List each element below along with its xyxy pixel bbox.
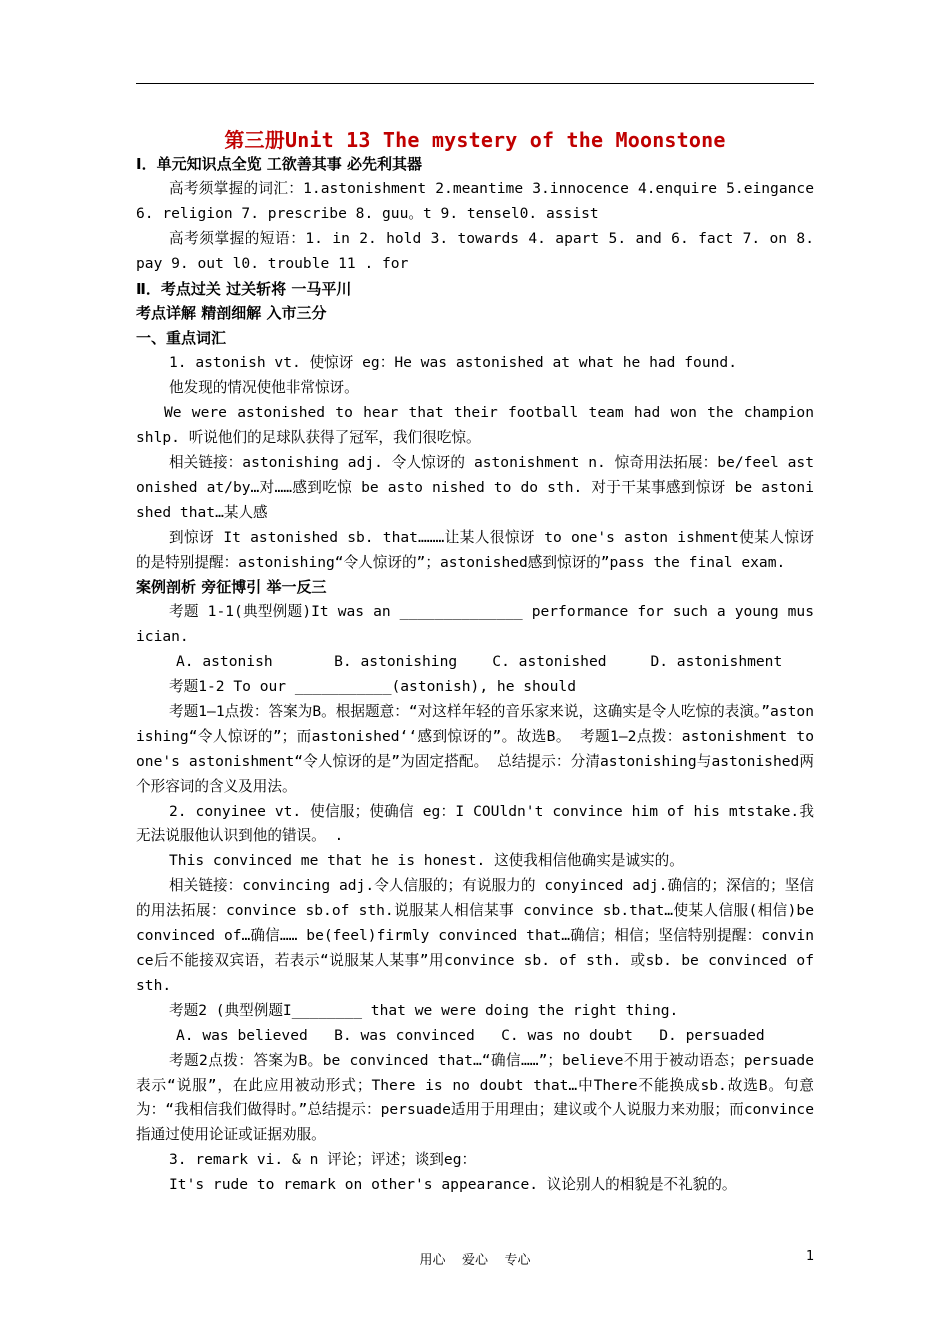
paragraph: It's rude to remark on other's appearance. 议论别人的相貌是不礼貌的。 (169, 1176, 737, 1194)
page-footer: 用心 爱心 专心 (419, 1253, 531, 1268)
paragraph: 高考须掌握的词汇：1.astonishment 2.meantime 3.innocence 4.enquire 5.eingance 6. religion 7. prescribe 8. guu。t 9. tensel0. assist (136, 179, 814, 222)
paragraph: 到惊讶 It astonished sb. that………让某人很惊讶 to one's aston ishment使某人惊讶的是特别提醒：astonishing“令人惊讶的”；astonished感到惊讶的”pass the final exam. (136, 528, 814, 571)
paragraph: 他发现的情况使他非常惊讶。 (169, 379, 359, 397)
answer-options: A. astonish B. astonishing C. astonished D. astonishment (176, 653, 783, 671)
paragraph: 高考须掌握的短语：1. in 2. hold 3. towards 4. apart 5. and 6. fact 7. on 8. pay 9. out l0. trouble 11 . for (136, 229, 814, 272)
paragraph: We were astonished to hear that their football team had won the champion shlp. 听说他们的足球队获得了冠军，我们很吃惊。 (136, 404, 814, 446)
section-heading: 考点详解 精剖细解 入市三分 (136, 304, 327, 323)
paragraph: 相关链接：astonishing adj. 令人惊讶的 astonishment n. 惊奇用法拓展：be/feel astonished at/by…对……感到吃惊 be asto nished to do sth. 对于干某事感到惊讶 be astonished that…某人感 (136, 453, 814, 521)
page-title: 第三册Unit 13 The mystery of the Moonstone (224, 128, 726, 152)
paragraph: 相关链接：convincing adj.令人信服的；有说服力的 conyinced adj.确信的；深信的；坚信的用法拓展：convince sb.of sth.说服某人相信某事 convince sb.that…使某人信服(相信)be convinced of…确信…… be(feel)firmly convinced that…确信；相信；坚信特别提醒：convince后不能接双宾语，若表示“说服某人某事”用convince sb. of sth. 或sb. be convinced of sth. (136, 877, 814, 994)
paragraph: This convinced me that he is honest. 这使我相信他确实是诚实的。 (169, 852, 684, 870)
page-number: 1 (806, 1249, 815, 1264)
section-heading: I．单元知识点全览 工欲善其事 必先利其器 (136, 155, 423, 173)
section-heading: Ⅱ．考点过关 过关斩将 一马平川 (136, 279, 352, 298)
question: 考题2 (典型例题I________ that we were doing the right thing. (169, 1001, 679, 1019)
paragraph: 3. remark vi. & n 评论；评述；谈到eg： (169, 1151, 477, 1169)
paragraph: 1. astonish vt. 使惊讶 eg：He was astonished at what he had found. (169, 354, 737, 372)
header-rule (136, 83, 814, 84)
answer-options: A. was believed B. was convinced C. was no doubt D. persuaded (176, 1026, 765, 1044)
paragraph: 考题1—1点拨：答案为B。根据题意：“对这样年轻的音乐家来说，这确实是令人吃惊的表演。”astonishing“令人惊讶的”；而astonished‘‘感到惊讶的”。故选B。 考题1—2点拨：astonishment to one's astonishment“令人惊讶的是”为固定搭配。 总结提示：分清astonishing与astonished两个形容词的含义及用法。 (136, 702, 814, 795)
question: 考题 1-1(典型例题)It was an ______________ performance for such a young musician. (136, 603, 814, 646)
paragraph: 2. conyinee vt. 使信服；使确信 eg：I COUldn't convince him of his mtstake.我无法说服他认识到他的错误。 . (136, 802, 814, 845)
section-heading: 案例剖析 旁征博引 举一反三 (136, 578, 327, 597)
section-heading: 一、重点词汇 (136, 329, 227, 348)
question: 考题1-2 To our ___________(astonish), he should (169, 678, 576, 696)
paragraph: 考题2点拨：答案为B。be convinced that…“确信……”；believe不用于被动语态；persuade表示“说服”，在此应用被动形式；There is no doubt that…中There不能换成sb.故选B。句意为：“我相信我们做得时。”总结提示：persuade适用于用理由；建议或个人说服力来劝服；而convince指通过使用论证或证据劝服。 (136, 1051, 814, 1144)
document-body (136, 152, 814, 1198)
